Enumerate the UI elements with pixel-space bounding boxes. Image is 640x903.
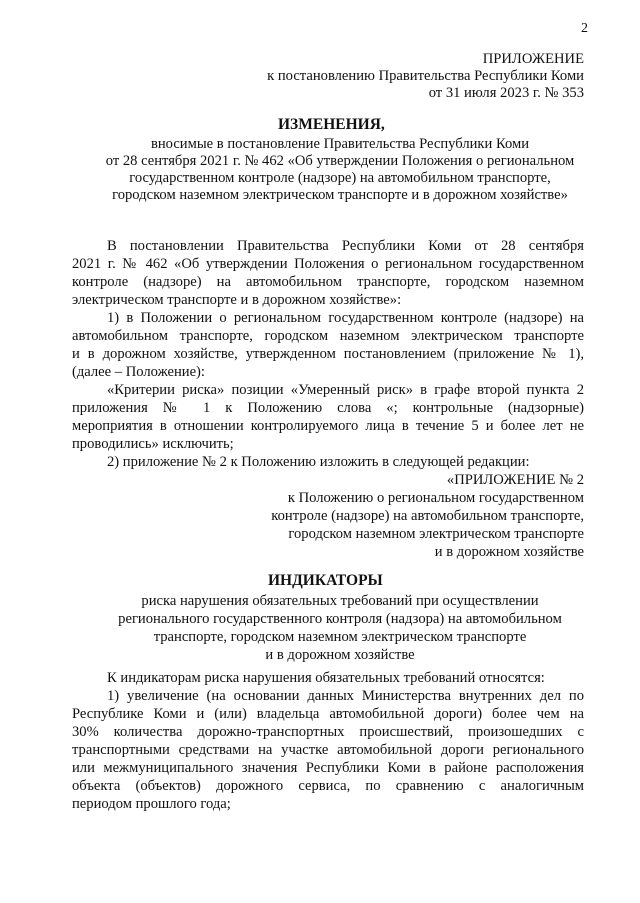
indicators-body-line: объекта (объектов) дорожного сервиса, по сравнению с аналогичным [72,778,584,794]
indicators-body-line: 1) увеличение (на основании данных Министерства внутренних дел по [107,688,584,704]
body-line: контроле (надзоре) на автомобильном транспорте, городском наземном [72,274,584,290]
indicators-body-line: К индикаторам риска нарушения обязательных требований относятся: [107,670,545,686]
appendix-line: городском наземном электрическом транспорте [288,526,584,542]
indicators-title: ИНДИКАТОРЫ [268,572,383,589]
indicators-subtitle-1: риска нарушения обязательных требований при осуществлении [141,593,539,609]
indicators-body-line: или межмуниципального значения Республики Коми в районе расположения [72,760,584,776]
header-line-3: от 31 июля 2023 г. № 353 [428,85,584,101]
body-line: и в дорожном хозяйстве, утвержденном постановлением (приложение № 1), [72,346,584,362]
body-line: 2021 г. № 462 «Об утверждении Положения о региональном государственном [72,256,584,272]
body-line: (далее – Положение): [72,364,205,380]
appendix-title: «ПРИЛОЖЕНИЕ № 2 [446,472,584,488]
indicators-body-line: периодом прошлого года; [72,796,231,812]
body-line: 2) приложение № 2 к Положению изложить в следующей редакции: [107,454,530,470]
indicators-body-line: транспортными средствами на участке автомобильной дороги регионального [72,742,584,758]
indicators-body-line: 30% количества дорожно-транспортных происшествий, произошедших с [72,724,584,740]
indicators-body-line: Республике Коми и (или) владельца автомобильной дороги) более чем на [72,706,584,722]
appendix-line: контроле (надзоре) на автомобильном транспорте, [271,508,584,524]
changes-subtitle-3: государственном контроле (надзоре) на автомобильном транспорте, [129,170,551,186]
appendix-line: к Положению о региональном государственном [287,490,584,506]
body-line: мероприятия в отношении контролируемого лица в течение 5 и более лет не [72,418,584,434]
header-line-2: к постановлению Правительства Республики Коми [267,68,584,84]
body-line: приложения № 1 к Положению слова «; контрольные (надзорные) [72,400,584,416]
body-line: В постановлении Правительства Республики Коми от 28 сентября [107,238,584,254]
body-line: электрическом транспорте и в дорожном хозяйстве»: [72,292,402,308]
changes-title: ИЗМЕНЕНИЯ, [278,116,385,133]
changes-subtitle-4: городском наземном электрическом транспорте и в дорожном хозяйстве» [112,187,568,203]
body-line: проводились» исключить; [72,436,234,452]
body-line: автомобильном транспорте, городском наземном электрическом транспорте [72,328,584,344]
changes-subtitle-2: от 28 сентября 2021 г. № 462 «Об утверждении Положения о региональном [105,153,575,169]
body-line: 1) в Положении о региональном государственном контроле (надзоре) на [107,310,584,326]
indicators-subtitle-4: и в дорожном хозяйстве [265,647,415,663]
indicators-subtitle-3: транспорте, городском наземном электрическом транспорте [153,629,527,645]
body-line: «Критерии риска» позиции «Умеренный риск» в графе второй пункта 2 [107,382,584,398]
changes-subtitle-1: вносимые в постановление Правительства Республики Коми [150,136,530,152]
page-number: 2 [581,21,588,36]
header-title: ПРИЛОЖЕНИЕ [482,51,584,67]
indicators-subtitle-2: регионального государственного контроля (надзора) на автомобильном [118,611,562,627]
appendix-line: и в дорожном хозяйстве [434,544,584,560]
